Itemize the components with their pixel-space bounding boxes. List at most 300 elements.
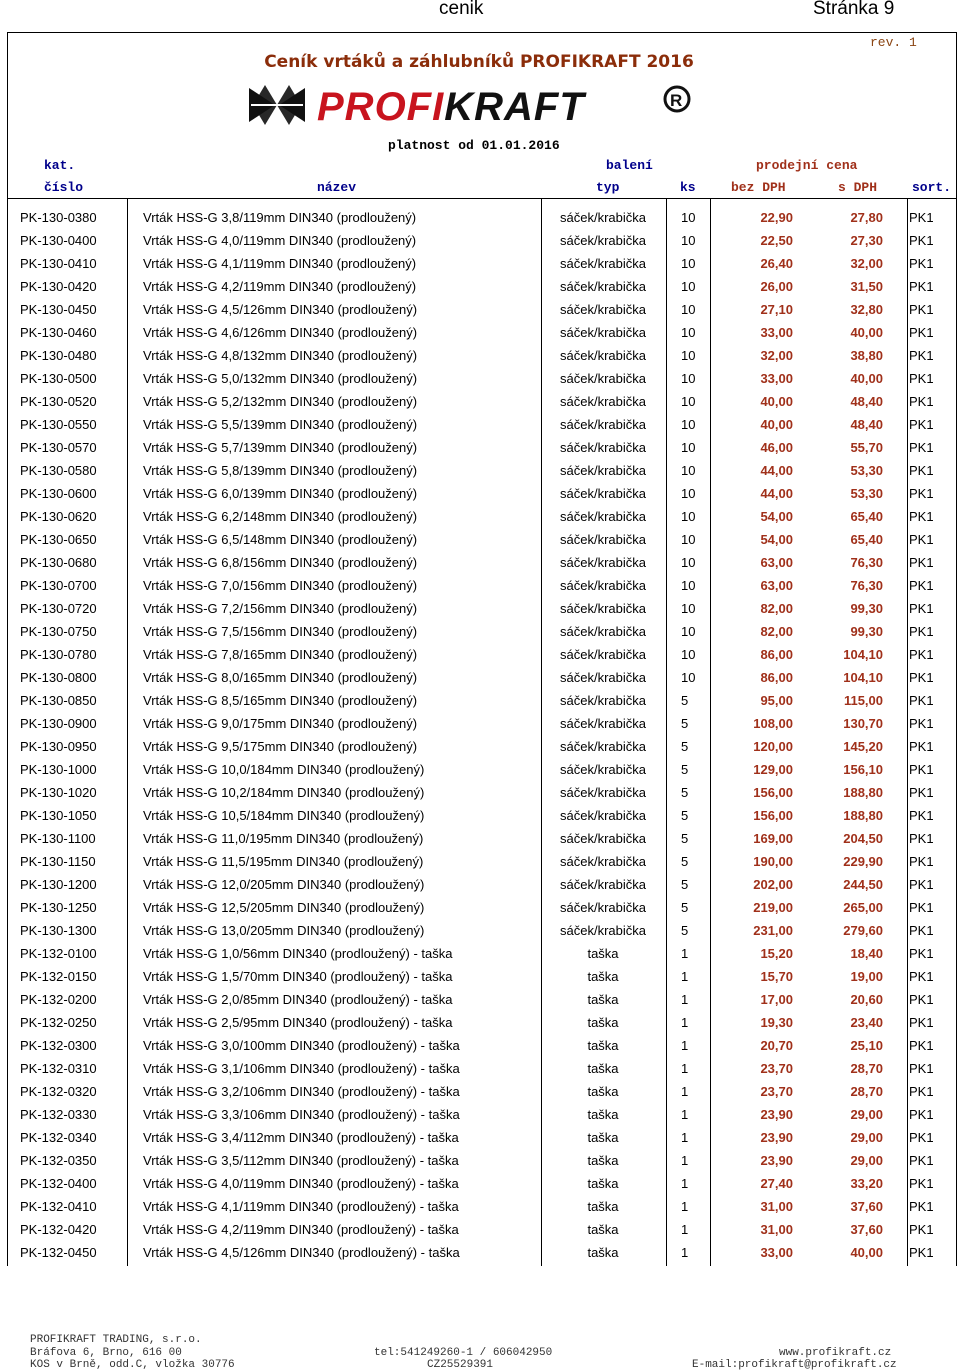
table-row — [8, 1080, 956, 1103]
price-with-vat: 188,80 — [843, 808, 883, 823]
package-type: taška — [587, 1176, 619, 1191]
package-qty: 5 — [681, 854, 689, 869]
assortment: PK1 — [909, 647, 934, 662]
package-type: sáček/krabička — [560, 486, 646, 501]
assortment: PK1 — [909, 325, 934, 340]
table-row — [8, 919, 956, 942]
product-code: PK-130-0800 — [20, 670, 97, 685]
package-qty: 1 — [681, 1153, 689, 1168]
price-with-vat: 40,00 — [850, 325, 883, 340]
col-bez-dph: bez DPH — [731, 180, 786, 195]
product-name: Vrták HSS-G 11,5/195mm DIN340 (prodloužený) — [143, 854, 424, 869]
product-code: PK-130-0700 — [20, 578, 97, 593]
price-with-vat: 28,70 — [850, 1061, 883, 1076]
product-code: PK-130-0550 — [20, 417, 97, 432]
price-without-vat: 219,00 — [753, 900, 793, 915]
logo-text-kraft: KRAFT — [444, 85, 585, 128]
col-sort: sort. — [912, 180, 952, 195]
package-type: sáček/krabička — [560, 693, 646, 708]
table-row — [8, 1034, 956, 1057]
product-name: Vrták HSS-G 5,7/139mm DIN340 (prodloužený) — [143, 440, 418, 455]
assortment: PK1 — [909, 1176, 934, 1191]
product-code: PK-130-0780 — [20, 647, 97, 662]
assortment: PK1 — [909, 624, 934, 639]
product-code: PK-132-0150 — [20, 969, 97, 984]
col-typ: typ — [596, 180, 620, 195]
footer-registry: KOS v Brně, odd.C, vložka 30776 — [30, 1359, 235, 1371]
header-divider — [8, 198, 956, 199]
price-without-vat: 86,00 — [760, 647, 793, 662]
table-row — [8, 643, 956, 666]
price-with-vat: 27,80 — [850, 210, 883, 225]
price-without-vat: 15,20 — [760, 946, 793, 961]
price-with-vat: 53,30 — [850, 463, 883, 478]
product-code: PK-132-0420 — [20, 1222, 97, 1237]
assortment: PK1 — [909, 808, 934, 823]
product-name: Vrták HSS-G 2,0/85mm DIN340 (prodloužený) - taška — [143, 992, 453, 1007]
price-without-vat: 190,00 — [753, 854, 793, 869]
product-name: Vrták HSS-G 7,8/165mm DIN340 (prodloužený) — [143, 647, 418, 662]
logo-text-profi: PROFI — [317, 85, 445, 128]
price-with-vat: 28,70 — [850, 1084, 883, 1099]
assortment: PK1 — [909, 969, 934, 984]
package-type: taška — [587, 969, 619, 984]
package-qty: 10 — [681, 302, 696, 317]
price-with-vat: 38,80 — [850, 348, 883, 363]
package-qty: 10 — [681, 601, 696, 616]
product-name: Vrták HSS-G 8,5/165mm DIN340 (prodloužený) — [143, 693, 418, 708]
price-with-vat: 53,30 — [850, 486, 883, 501]
price-without-vat: 54,00 — [760, 509, 793, 524]
price-with-vat: 19,00 — [850, 969, 883, 984]
svg-text:PROFIKRAFT — [317, 85, 587, 128]
price-without-vat: 156,00 — [753, 808, 793, 823]
package-qty: 5 — [681, 877, 689, 892]
table-row — [8, 436, 956, 459]
package-qty: 1 — [681, 969, 689, 984]
package-type: sáček/krabička — [560, 463, 646, 478]
product-name: Vrták HSS-G 6,2/148mm DIN340 (prodloužený) — [143, 509, 418, 524]
package-qty: 5 — [681, 693, 689, 708]
package-qty: 10 — [681, 555, 696, 570]
product-name: Vrták HSS-G 8,0/165mm DIN340 (prodloužený) — [143, 670, 418, 685]
assortment: PK1 — [909, 463, 934, 478]
package-qty: 10 — [681, 670, 696, 685]
table-row — [8, 873, 956, 896]
package-qty: 1 — [681, 1176, 689, 1191]
table-row — [8, 1241, 956, 1264]
footer-vat: CZ25529391 — [427, 1359, 494, 1371]
product-name: Vrták HSS-G 3,8/119mm DIN340 (prodloužený) — [143, 210, 417, 225]
assortment: PK1 — [909, 233, 934, 248]
table-row — [8, 781, 956, 804]
price-with-vat: 48,40 — [850, 394, 883, 409]
product-code: PK-130-0460 — [20, 325, 97, 340]
product-name: Vrták HSS-G 7,0/156mm DIN340 (prodloužený) — [143, 578, 418, 593]
product-code: PK-132-0320 — [20, 1084, 97, 1099]
price-without-vat: 82,00 — [760, 624, 793, 639]
product-name: Vrták HSS-G 4,5/126mm DIN340 (prodloužený) - taška — [143, 1245, 460, 1260]
package-type: taška — [587, 1061, 619, 1076]
price-without-vat: 19,30 — [760, 1015, 793, 1030]
table-row — [8, 1011, 956, 1034]
product-name: Vrták HSS-G 4,1/119mm DIN340 (prodloužený) - taška — [143, 1199, 459, 1214]
table-row — [8, 206, 956, 229]
package-type: sáček/krabička — [560, 877, 646, 892]
price-with-vat: 23,40 — [850, 1015, 883, 1030]
table-row — [8, 321, 956, 344]
assortment: PK1 — [909, 946, 934, 961]
product-code: PK-130-0450 — [20, 302, 97, 317]
package-qty: 1 — [681, 1199, 689, 1214]
table-row — [8, 965, 956, 988]
table-row — [8, 252, 956, 275]
col-baleni: balení — [606, 158, 653, 173]
col-nazev: název — [317, 180, 357, 195]
price-without-vat: 26,40 — [760, 256, 793, 271]
table-row — [8, 574, 956, 597]
package-type: taška — [587, 1245, 619, 1260]
assortment: PK1 — [909, 440, 934, 455]
price-without-vat: 23,70 — [760, 1061, 793, 1076]
assortment: PK1 — [909, 1084, 934, 1099]
assortment: PK1 — [909, 1130, 934, 1145]
product-code: PK-132-0400 — [20, 1176, 97, 1191]
product-code: PK-132-0410 — [20, 1199, 97, 1214]
table-row — [8, 1218, 956, 1241]
price-without-vat: 27,10 — [760, 302, 793, 317]
product-code: PK-130-1050 — [20, 808, 97, 823]
product-name: Vrták HSS-G 4,5/126mm DIN340 (prodloužený) — [143, 302, 418, 317]
package-qty: 1 — [681, 1130, 689, 1145]
package-type: sáček/krabička — [560, 233, 646, 248]
product-name: Vrták HSS-G 13,0/205mm DIN340 (prodloužený) — [143, 923, 425, 938]
package-qty: 5 — [681, 716, 689, 731]
product-name: Vrták HSS-G 1,0/56mm DIN340 (prodloužený) - taška — [143, 946, 453, 961]
product-code: PK-130-1020 — [20, 785, 97, 800]
price-without-vat: 63,00 — [760, 578, 793, 593]
package-type: sáček/krabička — [560, 670, 646, 685]
package-type: sáček/krabička — [560, 210, 646, 225]
assortment: PK1 — [909, 279, 934, 294]
price-with-vat: 48,40 — [850, 417, 883, 432]
price-with-vat: 188,80 — [843, 785, 883, 800]
price-without-vat: 23,70 — [760, 1084, 793, 1099]
product-code: PK-130-1300 — [20, 923, 97, 938]
product-name: Vrták HSS-G 9,0/175mm DIN340 (prodloužený) — [143, 716, 418, 731]
price-with-vat: 65,40 — [850, 532, 883, 547]
package-type: taška — [587, 1130, 619, 1145]
product-code: PK-130-0400 — [20, 233, 97, 248]
package-qty: 5 — [681, 762, 689, 777]
package-type: taška — [587, 1084, 619, 1099]
assortment: PK1 — [909, 1038, 934, 1053]
price-with-vat: 99,30 — [850, 624, 883, 639]
table-row — [8, 344, 956, 367]
price-with-vat: 37,60 — [850, 1199, 883, 1214]
page-number: Stránka 9 — [813, 0, 895, 19]
price-with-vat: 104,10 — [843, 647, 883, 662]
price-with-vat: 244,50 — [843, 877, 883, 892]
table-row — [8, 367, 956, 390]
product-name: Vrták HSS-G 4,8/132mm DIN340 (prodloužený) — [143, 348, 418, 363]
assortment: PK1 — [909, 394, 934, 409]
price-without-vat: 40,00 — [760, 394, 793, 409]
assortment: PK1 — [909, 601, 934, 616]
product-code: PK-132-0300 — [20, 1038, 97, 1053]
product-name: Vrták HSS-G 5,8/139mm DIN340 (prodloužený) — [143, 463, 418, 478]
table-row — [8, 390, 956, 413]
product-name: Vrták HSS-G 12,0/205mm DIN340 (prodloužený) — [143, 877, 425, 892]
package-qty: 10 — [681, 486, 696, 501]
package-type: sáček/krabička — [560, 785, 646, 800]
price-without-vat: 23,90 — [760, 1130, 793, 1145]
assortment: PK1 — [909, 1061, 934, 1076]
product-name: Vrták HSS-G 6,5/148mm DIN340 (prodloužený) — [143, 532, 418, 547]
assortment: PK1 — [909, 762, 934, 777]
product-name: Vrták HSS-G 4,2/119mm DIN340 (prodloužený) — [143, 279, 417, 294]
assortment: PK1 — [909, 509, 934, 524]
price-without-vat: 82,00 — [760, 601, 793, 616]
price-with-vat: 104,10 — [843, 670, 883, 685]
price-with-vat: 20,60 — [850, 992, 883, 1007]
assortment: PK1 — [909, 923, 934, 938]
assortment: PK1 — [909, 693, 934, 708]
price-without-vat: 40,00 — [760, 417, 793, 432]
table-row — [8, 1057, 956, 1080]
price-without-vat: 22,50 — [760, 233, 793, 248]
profikraft-logo — [245, 82, 695, 128]
assortment: PK1 — [909, 1199, 934, 1214]
package-qty: 5 — [681, 831, 689, 846]
package-type: taška — [587, 946, 619, 961]
package-qty: 1 — [681, 1107, 689, 1122]
package-type: sáček/krabička — [560, 440, 646, 455]
package-type: sáček/krabička — [560, 601, 646, 616]
price-with-vat: 145,20 — [843, 739, 883, 754]
package-qty: 5 — [681, 900, 689, 915]
price-without-vat: 231,00 — [753, 923, 793, 938]
price-without-vat: 33,00 — [760, 371, 793, 386]
package-qty: 10 — [681, 233, 696, 248]
product-name: Vrták HSS-G 6,8/156mm DIN340 (prodloužený) — [143, 555, 418, 570]
package-qty: 5 — [681, 785, 689, 800]
assortment: PK1 — [909, 210, 934, 225]
assortment: PK1 — [909, 486, 934, 501]
table-row — [8, 528, 956, 551]
assortment: PK1 — [909, 670, 934, 685]
product-name: Vrták HSS-G 3,4/112mm DIN340 (prodloužený) - taška — [143, 1130, 459, 1145]
table-row — [8, 482, 956, 505]
product-name: Vrták HSS-G 4,2/119mm DIN340 (prodloužený) - taška — [143, 1222, 459, 1237]
product-code: PK-130-1150 — [20, 854, 96, 869]
footer-email: E-mail:profikraft@profikraft.cz — [692, 1359, 897, 1371]
price-without-vat: 44,00 — [760, 463, 793, 478]
assortment: PK1 — [909, 1245, 934, 1260]
package-qty: 1 — [681, 946, 689, 961]
table-row — [8, 827, 956, 850]
price-with-vat: 31,50 — [850, 279, 883, 294]
price-with-vat: 40,00 — [850, 1245, 883, 1260]
price-without-vat: 54,00 — [760, 532, 793, 547]
package-qty: 1 — [681, 1038, 689, 1053]
revision: rev. 1 — [870, 35, 917, 50]
product-name: Vrták HSS-G 4,1/119mm DIN340 (prodloužený) — [143, 256, 417, 271]
table-row — [8, 758, 956, 781]
product-name: Vrták HSS-G 5,0/132mm DIN340 (prodloužený) — [143, 371, 418, 386]
package-type: sáček/krabička — [560, 647, 646, 662]
package-qty: 10 — [681, 647, 696, 662]
product-name: Vrták HSS-G 3,3/106mm DIN340 (prodloužený) - taška — [143, 1107, 460, 1122]
product-code: PK-130-0680 — [20, 555, 97, 570]
price-without-vat: 120,00 — [753, 739, 793, 754]
assortment: PK1 — [909, 371, 934, 386]
package-qty: 1 — [681, 1245, 689, 1260]
package-type: sáček/krabička — [560, 854, 646, 869]
package-type: sáček/krabička — [560, 555, 646, 570]
table-row — [8, 988, 956, 1011]
price-with-vat: 29,00 — [850, 1107, 883, 1122]
product-code: PK-132-0200 — [20, 992, 97, 1007]
price-without-vat: 32,00 — [760, 348, 793, 363]
product-code: PK-130-0620 — [20, 509, 97, 524]
table-row — [8, 1195, 956, 1218]
assortment: PK1 — [909, 578, 934, 593]
package-qty: 10 — [681, 279, 696, 294]
price-without-vat: 63,00 — [760, 555, 793, 570]
product-code: PK-130-1200 — [20, 877, 97, 892]
price-with-vat: 99,30 — [850, 601, 883, 616]
product-name: Vrták HSS-G 10,5/184mm DIN340 (prodloužený) — [143, 808, 425, 823]
assortment: PK1 — [909, 348, 934, 363]
price-without-vat: 33,00 — [760, 1245, 793, 1260]
product-name: Vrták HSS-G 4,0/119mm DIN340 (prodloužený) — [143, 233, 417, 248]
table-row — [8, 666, 956, 689]
product-code: PK-130-0850 — [20, 693, 97, 708]
package-type: sáček/krabička — [560, 279, 646, 294]
package-qty: 1 — [681, 992, 689, 1007]
package-qty: 10 — [681, 394, 696, 409]
package-qty: 10 — [681, 256, 696, 271]
product-code: PK-130-0500 — [20, 371, 97, 386]
price-without-vat: 108,00 — [753, 716, 793, 731]
package-type: sáček/krabička — [560, 371, 646, 386]
product-name: Vrták HSS-G 1,5/70mm DIN340 (prodloužený) - taška — [143, 969, 453, 984]
assortment: PK1 — [909, 877, 934, 892]
table-row — [8, 620, 956, 643]
price-without-vat: 33,00 — [760, 325, 793, 340]
package-type: taška — [587, 1153, 619, 1168]
price-with-vat: 33,20 — [850, 1176, 883, 1191]
package-type: sáček/krabička — [560, 900, 646, 915]
package-qty: 10 — [681, 532, 696, 547]
table-row — [8, 298, 956, 321]
assortment: PK1 — [909, 532, 934, 547]
assortment: PK1 — [909, 1153, 934, 1168]
package-qty: 10 — [681, 440, 696, 455]
product-name: Vrták HSS-G 10,0/184mm DIN340 (prodloužený) — [143, 762, 425, 777]
product-code: PK-130-1100 — [20, 831, 96, 846]
price-without-vat: 202,00 — [753, 877, 793, 892]
package-qty: 10 — [681, 624, 696, 639]
page-title: Ceník vrtáků a záhlubníků PROFIKRAFT 2016 — [264, 52, 694, 72]
assortment: PK1 — [909, 785, 934, 800]
col-kat: kat. — [44, 158, 76, 173]
package-type: sáček/krabička — [560, 256, 646, 271]
assortment: PK1 — [909, 1107, 934, 1122]
assortment: PK1 — [909, 854, 934, 869]
product-name: Vrták HSS-G 9,5/175mm DIN340 (prodloužený) — [143, 739, 418, 754]
price-with-vat: 76,30 — [850, 555, 883, 570]
product-code: PK-130-0750 — [20, 624, 97, 639]
product-name: Vrták HSS-G 6,0/139mm DIN340 (prodloužený) — [143, 486, 418, 501]
package-qty: 10 — [681, 210, 696, 225]
assortment: PK1 — [909, 831, 934, 846]
price-with-vat: 204,50 — [843, 831, 883, 846]
product-name: Vrták HSS-G 10,2/184mm DIN340 (prodloužený) — [143, 785, 425, 800]
package-qty: 1 — [681, 1084, 689, 1099]
price-with-vat: 115,00 — [843, 693, 883, 708]
price-without-vat: 31,00 — [760, 1199, 793, 1214]
page-header — [0, 0, 960, 22]
package-type: taška — [587, 1199, 619, 1214]
package-type: taška — [587, 1015, 619, 1030]
price-without-vat: 46,00 — [760, 440, 793, 455]
package-type: sáček/krabička — [560, 532, 646, 547]
price-with-vat: 156,10 — [843, 762, 883, 777]
package-qty: 10 — [681, 463, 696, 478]
product-name: Vrták HSS-G 5,5/139mm DIN340 (prodloužený) — [143, 417, 418, 432]
price-without-vat: 95,00 — [760, 693, 793, 708]
price-with-vat: 279,60 — [843, 923, 883, 938]
package-qty: 10 — [681, 417, 696, 432]
product-code: PK-132-0330 — [20, 1107, 97, 1122]
package-qty: 5 — [681, 739, 689, 754]
price-with-vat: 18,40 — [850, 946, 883, 961]
price-without-vat: 26,00 — [760, 279, 793, 294]
price-with-vat: 37,60 — [850, 1222, 883, 1237]
price-without-vat: 23,90 — [760, 1107, 793, 1122]
price-with-vat: 76,30 — [850, 578, 883, 593]
col-ks: ks — [680, 180, 696, 195]
product-code: PK-130-0420 — [20, 279, 97, 294]
table-row — [8, 275, 956, 298]
package-type: sáček/krabička — [560, 417, 646, 432]
package-type: sáček/krabička — [560, 716, 646, 731]
table-row — [8, 1126, 956, 1149]
price-without-vat: 22,90 — [760, 210, 793, 225]
package-type: taška — [587, 1222, 619, 1237]
product-code: PK-130-1000 — [20, 762, 97, 777]
table-row — [8, 896, 956, 919]
footer-address: Bráfova 6, Brno, 616 00 — [30, 1346, 182, 1359]
package-type: sáček/krabička — [560, 509, 646, 524]
product-name: Vrták HSS-G 4,0/119mm DIN340 (prodloužený) - taška — [143, 1176, 459, 1191]
product-code: PK-130-0650 — [20, 532, 97, 547]
product-name: Vrták HSS-G 7,5/156mm DIN340 (prodloužený) — [143, 624, 418, 639]
package-type: sáček/krabička — [560, 923, 646, 938]
product-code: PK-132-0350 — [20, 1153, 97, 1168]
table-row — [8, 229, 956, 252]
price-without-vat: 129,00 — [753, 762, 793, 777]
footer-company: PROFIKRAFT TRADING, s.r.o. — [30, 1334, 202, 1346]
price-without-vat: 15,70 — [760, 969, 793, 984]
product-code: PK-130-0480 — [20, 348, 97, 363]
product-code: PK-130-0950 — [20, 739, 97, 754]
document-name: cenik — [439, 0, 484, 19]
assortment: PK1 — [909, 1222, 934, 1237]
product-code: PK-130-0380 — [20, 210, 97, 225]
